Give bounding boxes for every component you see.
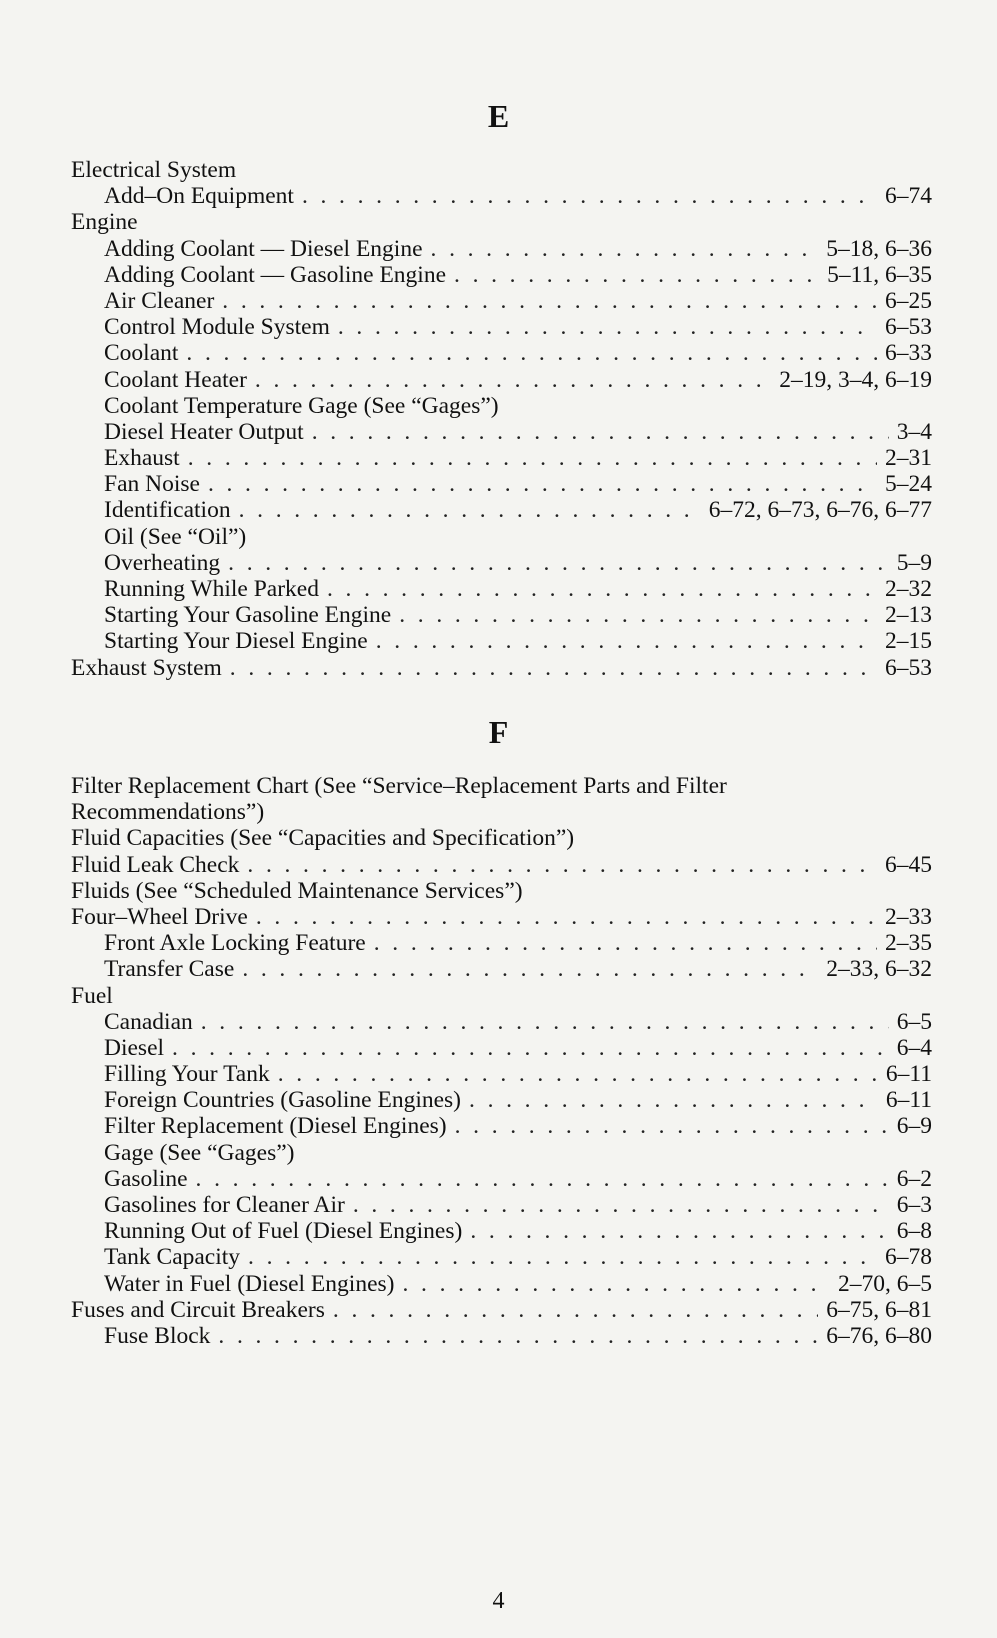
- entry-label: Filter Replacement Chart (See “Service–Replacement Parts and Filter Recommendations”): [71, 773, 727, 826]
- index-entry: [71, 497, 932, 523]
- entry-label: Transfer Case: [104, 956, 235, 983]
- dot-leader: [247, 852, 877, 878]
- entry-label: Add–On Equipment: [104, 183, 294, 210]
- entry-label: Foreign Countries (Gasoline Engines): [104, 1087, 462, 1114]
- entry-label: Exhaust: [104, 445, 180, 472]
- dot-leader: [312, 419, 889, 445]
- dot-leader: [455, 1113, 889, 1139]
- index-entry: [71, 314, 932, 340]
- dot-leader: [402, 1271, 830, 1297]
- index-entry: [71, 1166, 932, 1192]
- index-entry: [71, 236, 932, 262]
- index-entry: [71, 524, 932, 550]
- section-heading-e: E: [487, 98, 510, 134]
- entry-label: Gasoline: [104, 1165, 188, 1192]
- entry-label: Overheating: [104, 549, 221, 576]
- index-entry: [71, 602, 932, 628]
- entry-label: Gage (See “Gages”): [104, 1139, 295, 1166]
- dot-leader: [470, 1218, 888, 1244]
- index-entry: [71, 956, 932, 982]
- entry-page-refs: 2–31: [885, 445, 932, 472]
- entry-page-refs: 2–33, 6–32: [826, 956, 932, 983]
- index-entry: [71, 340, 932, 366]
- entry-page-refs: 5–11, 6–35: [827, 261, 932, 288]
- index-entry: [71, 1113, 932, 1139]
- entry-label: Air Cleaner: [104, 287, 215, 314]
- entry-label: Electrical System: [71, 157, 237, 183]
- dot-leader: [230, 655, 877, 681]
- entry-label: Oil (See “Oil”): [104, 523, 247, 550]
- index-entry: [71, 209, 932, 235]
- index-entry: [71, 1297, 932, 1323]
- entry-page-refs: 6–11: [885, 1087, 932, 1114]
- entry-page-refs: 2–13: [885, 602, 932, 629]
- entry-label: Filter Replacement (Diesel Engines): [104, 1113, 447, 1140]
- dot-leader: [248, 1244, 877, 1270]
- entry-label: Adding Coolant — Gasoline Engine: [104, 261, 447, 288]
- entry-label: Fluid Leak Check: [71, 851, 240, 878]
- dot-leader: [218, 1323, 818, 1349]
- entry-label: Water in Fuel (Diesel Engines): [104, 1270, 395, 1297]
- entry-page-refs: 2–33: [885, 903, 932, 930]
- entry-label: Gasolines for Cleaner Air: [104, 1192, 345, 1219]
- entry-page-refs: 6–3: [896, 1192, 932, 1219]
- entry-label: Engine: [71, 209, 138, 236]
- dot-leader: [333, 1297, 818, 1323]
- entry-label: Starting Your Diesel Engine: [104, 628, 368, 655]
- dot-leader: [208, 471, 877, 497]
- entry-page-refs: 6–25: [885, 287, 932, 314]
- dot-leader: [188, 445, 877, 471]
- dot-leader: [338, 314, 877, 340]
- dot-leader: [201, 1009, 889, 1035]
- dot-leader: [353, 1192, 889, 1218]
- index-entry: [71, 367, 932, 393]
- entry-label: Fan Noise: [104, 471, 200, 498]
- entry-page-refs: 5–24: [885, 471, 932, 498]
- entry-label: Filling Your Tank: [104, 1061, 270, 1088]
- dot-leader: [222, 288, 877, 314]
- dot-leader: [239, 497, 701, 523]
- index-entry: [71, 825, 932, 851]
- index-entry: [71, 157, 932, 183]
- index-entry: [71, 1061, 932, 1087]
- index-entry: [71, 878, 932, 904]
- entry-page-refs: 6–78: [885, 1244, 932, 1271]
- dot-leader: [399, 602, 877, 628]
- entry-page-refs: 5–18, 6–36: [826, 235, 932, 262]
- entry-label: Diesel Heater Output: [104, 418, 304, 445]
- entry-label: Running While Parked: [104, 576, 319, 602]
- index-entry: [71, 1035, 932, 1061]
- dot-leader: [454, 262, 819, 288]
- index-entry: [71, 1140, 932, 1166]
- index-entry: [71, 1192, 932, 1218]
- index-entry: [71, 930, 932, 956]
- dot-leader: [431, 236, 819, 262]
- entry-label: Front Axle Locking Feature: [104, 930, 366, 957]
- index-entry: [71, 1087, 932, 1113]
- index-entry: [71, 628, 932, 654]
- dot-leader: [469, 1087, 878, 1113]
- index-entry: [71, 655, 932, 681]
- entry-label: Identification: [104, 497, 231, 524]
- index-entry: [71, 1009, 932, 1035]
- entry-page-refs: 2–15: [885, 628, 932, 655]
- index-list-e: [71, 157, 932, 681]
- entry-page-refs: 6–8: [896, 1218, 932, 1245]
- index-entry: [71, 419, 932, 445]
- entry-label: Adding Coolant — Diesel Engine: [104, 235, 423, 262]
- index-entry: [71, 904, 932, 930]
- entry-page-refs: 6–53: [885, 654, 932, 681]
- entry-label: Fluid Capacities (See “Capacities and Specification”): [71, 825, 575, 852]
- entry-label: Canadian: [104, 1008, 193, 1035]
- entry-page-refs: 6–45: [885, 851, 932, 878]
- entry-page-refs: 2–32: [885, 576, 932, 602]
- index-entry: [71, 1244, 932, 1270]
- entry-page-refs: 3–4: [896, 418, 932, 445]
- index-entry: [71, 550, 932, 576]
- dot-leader: [376, 628, 877, 654]
- entry-page-refs: 2–35: [885, 930, 932, 957]
- index-entry: [71, 1323, 932, 1349]
- entry-label: Fluids (See “Scheduled Maintenance Services”): [71, 877, 523, 904]
- entry-label: Tank Capacity: [104, 1244, 241, 1271]
- index-entry: [71, 393, 932, 419]
- index-entry: [71, 852, 932, 878]
- entry-page-refs: 6–11: [885, 1061, 932, 1088]
- entry-page-refs: 6–76, 6–80: [826, 1322, 932, 1349]
- entry-page-refs: 6–53: [885, 314, 932, 341]
- index-entry: [71, 288, 932, 314]
- section-heading-f: F: [488, 714, 509, 750]
- dot-leader: [302, 183, 877, 209]
- dot-leader: [228, 550, 889, 576]
- dot-leader: [242, 956, 818, 982]
- dot-leader: [256, 904, 877, 930]
- dot-leader: [186, 340, 877, 366]
- dot-leader: [327, 576, 877, 602]
- index-entry: [71, 983, 932, 1009]
- dot-leader: [278, 1061, 878, 1087]
- entry-label: Fuses and Circuit Breakers: [71, 1296, 325, 1323]
- entry-label: Starting Your Gasoline Engine: [104, 602, 392, 629]
- entry-label: Running Out of Fuel (Diesel Engines): [104, 1218, 463, 1245]
- index-entry: [71, 262, 932, 288]
- index-entry: [71, 576, 932, 602]
- index-entry: [71, 1271, 932, 1297]
- entry-label: Exhaust System: [71, 654, 222, 681]
- index-list-f: [71, 773, 932, 1349]
- dot-leader: [374, 930, 877, 956]
- dot-leader: [196, 1166, 889, 1192]
- page-number: 4: [492, 1588, 505, 1614]
- index-entry: [71, 471, 932, 497]
- index-entry: [71, 773, 932, 825]
- entry-page-refs: 5–9: [896, 549, 932, 576]
- entry-page-refs: 6–33: [885, 340, 932, 367]
- dot-leader: [172, 1035, 889, 1061]
- index-entry: [71, 445, 932, 471]
- index-entry: [71, 183, 932, 209]
- entry-page-refs: 6–9: [896, 1113, 932, 1140]
- index-entry: [71, 1218, 932, 1244]
- entry-label: Fuse Block: [104, 1322, 211, 1349]
- entry-page-refs: 6–72, 6–73, 6–76, 6–77: [708, 497, 932, 524]
- entry-label: Four–Wheel Drive: [71, 903, 248, 930]
- entry-label: Control Module System: [104, 314, 330, 341]
- entry-label: Diesel: [104, 1034, 165, 1061]
- entry-page-refs: 6–75, 6–81: [826, 1296, 932, 1323]
- entry-page-refs: 6–5: [896, 1008, 932, 1035]
- entry-page-refs: 2–19, 3–4, 6–19: [779, 366, 932, 393]
- entry-page-refs: 6–74: [885, 183, 932, 210]
- entry-label: Coolant Temperature Gage (See “Gages”): [104, 392, 499, 419]
- entry-page-refs: 6–2: [896, 1165, 932, 1192]
- entry-label: Coolant Heater: [104, 366, 247, 393]
- entry-label: Coolant: [104, 340, 179, 367]
- entry-page-refs: 2–70, 6–5: [838, 1270, 932, 1297]
- dot-leader: [255, 367, 771, 393]
- entry-label: Fuel: [71, 982, 113, 1009]
- entry-page-refs: 6–4: [896, 1034, 932, 1061]
